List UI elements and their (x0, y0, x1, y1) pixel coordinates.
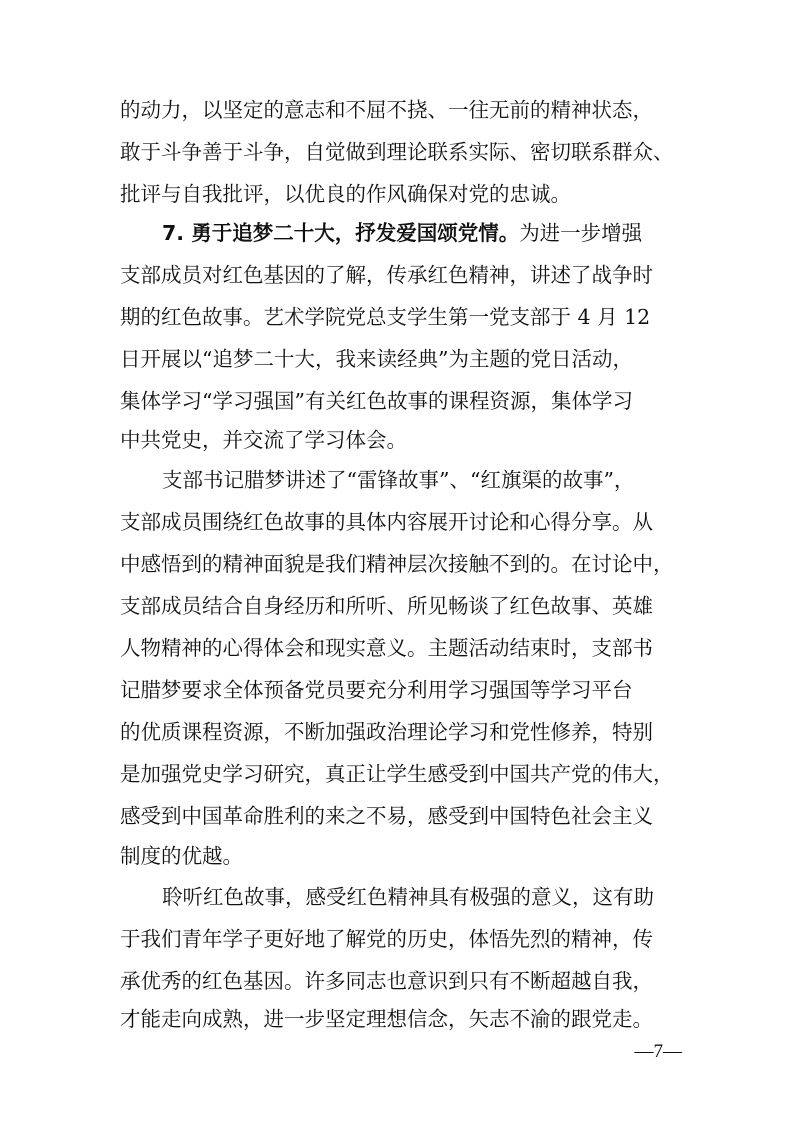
paragraph-line: 记腊梦要求全体预备党员要充分利用学习强国等学习平台 (120, 678, 633, 702)
section-heading: 7. 勇于追梦二十大，抒发爱国颂党情。 (162, 221, 520, 245)
paragraph-line: 人物精神的心得体会和现实意义。主题活动结束时，支部书 (120, 636, 653, 660)
paragraph-line: 批评与自我批评，以优良的作风确保对党的忠诚。 (120, 182, 571, 206)
paragraph-line: 承优秀的红色基因。许多同志也意识到只有不断超越自我， (120, 969, 653, 993)
paragraph-line: 支部书记腊梦讲述了“雷锋故事”、“红旗渠的故事”， (162, 468, 635, 492)
paragraph-line: 的动力，以坚定的意志和不屈不挠、一往无前的精神状态， (120, 98, 653, 122)
paragraph-line: 于我们青年学子更好地了解党的历史，体悟先烈的精神，传 (120, 927, 653, 951)
paragraph-line: 的优质课程资源，不断加强政治理论学习和党性修养，特别 (120, 720, 653, 744)
paragraph-line: 支部成员结合自身经历和所听、所见畅谈了红色故事、英雄 (120, 594, 653, 618)
paragraph-line: 敢于斗争善于斗争，自觉做到理论联系实际、密切联系群众、 (120, 140, 674, 164)
paragraph-line: 日开展以“追梦二十大，我来读经典”为主题的党日活动， (120, 347, 633, 371)
paragraph-line: 中感悟到的精神面貌是我们精神层次接触不到的。在讨论中， (120, 552, 674, 576)
paragraph-line: 期的红色故事。艺术学院党总支学生第一党支部于 4 月 12 (120, 305, 651, 329)
section-heading-line (162, 218, 678, 248)
paragraph-line: 是加强党史学习研究，真正让学生感受到中国共产党的伟大， (120, 762, 674, 786)
page-number: —7— (634, 1041, 682, 1062)
paragraph-line: 支部成员围绕红色故事的具体内容展开讨论和心得分享。从 (120, 510, 653, 534)
paragraph-line: 制度的优越。 (120, 844, 243, 868)
paragraph-line: 中共党史，并交流了学习体会。 (120, 428, 407, 452)
paragraph-line: 聆听红色故事，感受红色精神具有极强的意义，这有助 (162, 885, 654, 909)
paragraph-line: 才能走向成熟，进一步坚定理想信念，矢志不渝的跟党走。 (120, 1007, 653, 1031)
paragraph-line: 支部成员对红色基因的了解，传承红色精神，讲述了战争时 (120, 263, 653, 287)
paragraph-text: 为进一步增强 (519, 221, 643, 245)
paragraph-line: 集体学习“学习强国”有关红色故事的课程资源，集体学习 (120, 389, 633, 413)
paragraph-line: 感受到中国革命胜利的来之不易，感受到中国特色社会主义 (120, 804, 653, 828)
